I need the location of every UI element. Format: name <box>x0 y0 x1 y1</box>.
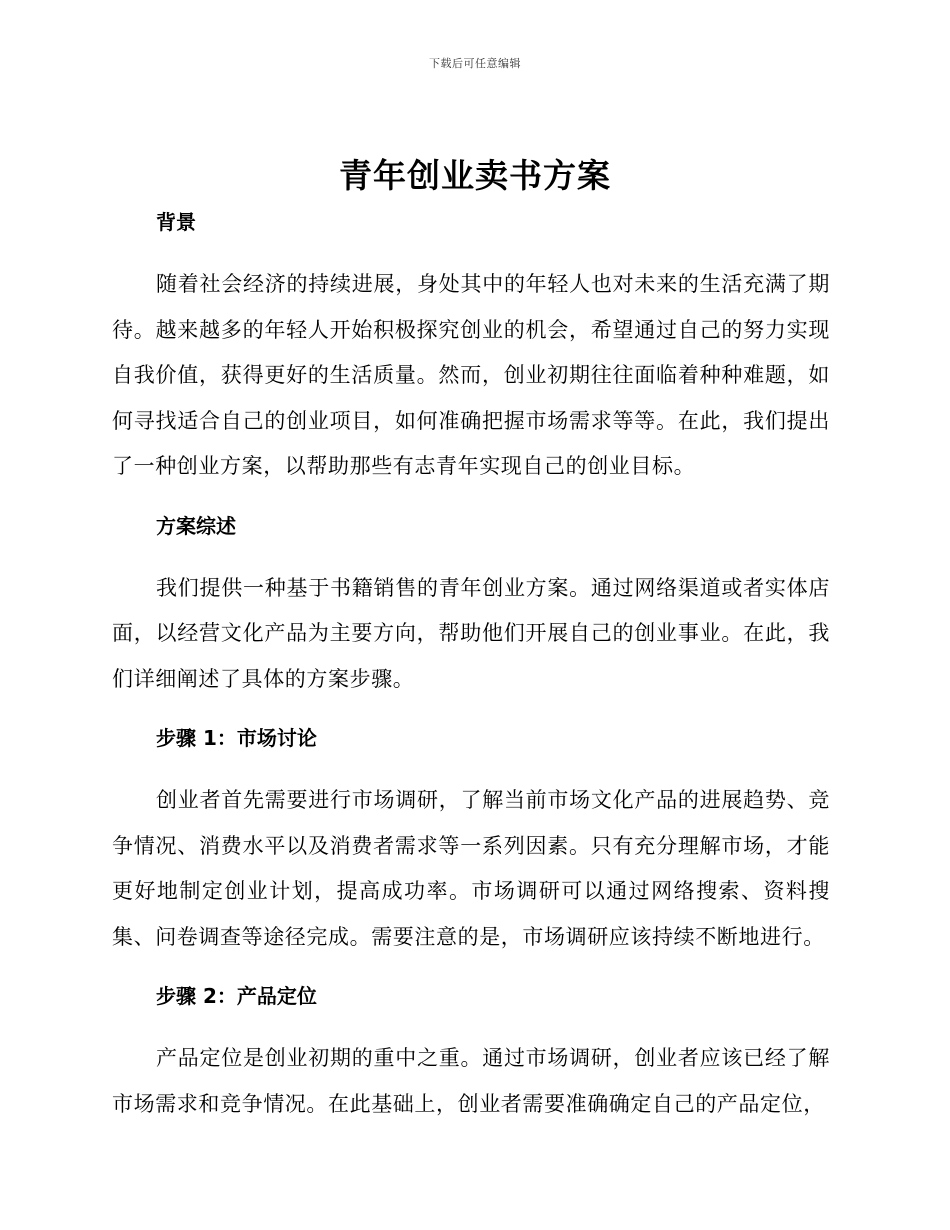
section-paragraph-overview: 我们提供一种基于书籍销售的青年创业方案。通过网络渠道或者实体店面，以经营文化产品为主要方向，帮助他们开展自己的创业事业。在此，我们详细阐述了具体的方案步骤。 <box>112 575 830 691</box>
section-heading-overview: 方案综述 <box>156 513 236 538</box>
section-paragraph-step-1: 创业者首先需要进行市场调研，了解当前市场文化产品的进展趋势、竞争情况、消费水平以及消费者需求等一系列因素。只有充分理解市场，才能更好地制定创业计划，提高成功率。市场调研可以通过网络搜索、资料搜集、问卷调查等途径完成。需要注意的是，市场调研应该持续不断地进行。 <box>112 788 830 949</box>
section-paragraph-step-2: 产品定位是创业初期的重中之重。通过市场调研，创业者应该已经了解市场需求和竞争情况。在此基础上，创业者需要准确确定自己的产品定位， <box>112 1046 830 1116</box>
document-body <box>112 206 830 1127</box>
section-heading-step-2: 步骤 2：产品定位 <box>156 984 317 1008</box>
header-note: 下载后可任意编辑 <box>429 57 521 70</box>
section-heading-background: 背景 <box>156 210 196 234</box>
document-title: 青年创业卖书方案 <box>339 156 611 195</box>
section-paragraph-background: 随着社会经济的持续进展，身处其中的年轻人也对未来的生活充满了期待。越来越多的年轻人开始积极探究创业的机会，希望通过自己的努力实现自我价值，获得更好的生活质量。然而，创业初期往往面临着种种难题，如何寻找适合自己的创业项目，如何准确把握市场需求等等。在此，我们提出了一种创业方案，以帮助那些有志青年实现自己的创业目标。 <box>112 272 830 478</box>
section-heading-step-1: 步骤 1：市场讨论 <box>156 726 317 750</box>
